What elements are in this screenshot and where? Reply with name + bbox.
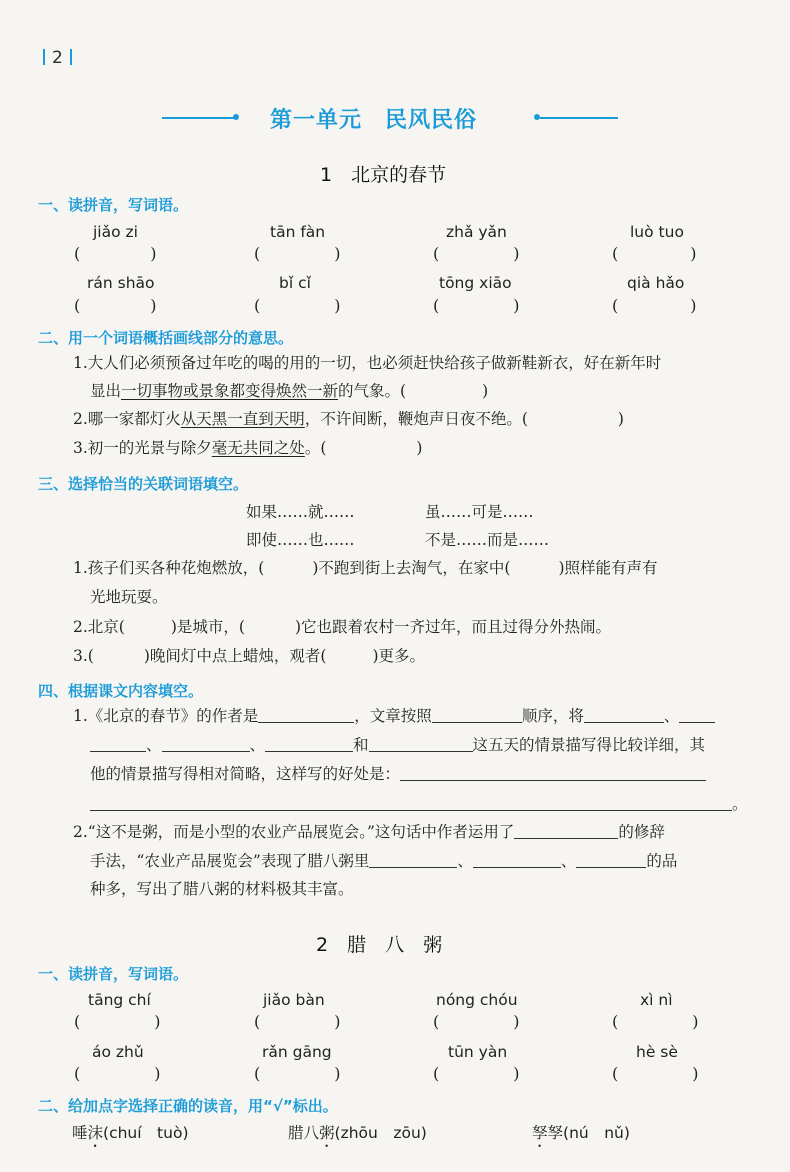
pinyin: áo zhǔ bbox=[92, 1043, 144, 1061]
pinyin: tān fàn bbox=[270, 223, 326, 241]
pinyin: jiǎo zi bbox=[93, 223, 138, 241]
fill-blank[interactable] bbox=[369, 737, 473, 752]
underlined-phrase: 一切事物或景象都变得焕然一新 bbox=[121, 382, 339, 400]
answer-box[interactable]: ( ) bbox=[254, 296, 341, 315]
answer-box[interactable]: ( ) bbox=[254, 1064, 341, 1083]
pinyin: xì nì bbox=[640, 991, 673, 1009]
question-text: 他的情景描写得相对简略，这样写的好处是： bbox=[90, 766, 706, 783]
option-word: 即使……也…… bbox=[246, 531, 355, 549]
page-number: 2 bbox=[36, 48, 79, 68]
question-text: 1.《北京的春节》的作者是 ，文章按照 顺序，将 、 bbox=[73, 708, 715, 725]
option-word: 虽……可是…… bbox=[425, 503, 534, 521]
lesson1-sec3-heading: 三、选择恰当的关联词语填空。 bbox=[38, 475, 249, 493]
option-word: 不是……而是…… bbox=[425, 531, 550, 549]
pinyin: zhǎ yǎn bbox=[446, 223, 507, 241]
pinyin: bǐ cǐ bbox=[279, 274, 311, 292]
fill-blank[interactable] bbox=[576, 853, 646, 868]
unit-title-dot-left bbox=[233, 114, 239, 120]
question-text: 光地玩耍。 bbox=[90, 588, 168, 606]
dotted-char: 粥 bbox=[319, 1124, 335, 1142]
unit-title-line-right bbox=[540, 117, 618, 119]
fill-blank[interactable] bbox=[679, 708, 715, 723]
fill-blank[interactable] bbox=[584, 708, 664, 723]
question-text: 、 、 和 这五天的情景描写得比较详细，其 bbox=[90, 737, 705, 754]
lesson2-sec2-heading: 二、给加点字选择正确的读音，用“√”标出。 bbox=[38, 1097, 338, 1115]
fill-blank[interactable] bbox=[432, 708, 522, 723]
pinyin: tōng xiāo bbox=[439, 274, 512, 292]
answer-box[interactable]: ( ) bbox=[74, 244, 157, 263]
underlined-phrase: 毫无共同之处 bbox=[211, 439, 305, 457]
fill-blank[interactable] bbox=[258, 708, 354, 723]
question-text: 2.“这不是粥，而是小型的农业产品展览会。”这句话中作者运用了 的修辞 bbox=[73, 823, 665, 841]
pinyin: tāng chí bbox=[88, 991, 151, 1009]
answer-box[interactable]: ( ) bbox=[433, 1064, 520, 1083]
pinyin: rǎn gāng bbox=[262, 1043, 332, 1061]
lesson2-title: 2 腊 八 粥 bbox=[316, 934, 443, 956]
fill-blank[interactable] bbox=[473, 853, 561, 868]
answer-box[interactable]: ( ) bbox=[74, 296, 157, 315]
question-text: 2.北京( )是城市，( )它也跟着农村一齐过年，而且过得分外热闹。 bbox=[73, 618, 612, 636]
underlined-phrase: 从天黑一直到天明 bbox=[180, 410, 305, 428]
pronunciation-options[interactable]: (chuí tuò) bbox=[103, 1124, 189, 1142]
question-text: 种多，写出了腊八粥的材料极其丰富。 bbox=[90, 880, 354, 898]
question-text: 。 bbox=[90, 796, 748, 813]
pronunciation-item: 唾沫(chuí tuò) bbox=[72, 1124, 189, 1142]
pinyin: hè sè bbox=[636, 1043, 678, 1061]
answer-box[interactable]: ( ) bbox=[74, 1012, 161, 1031]
answer-box[interactable]: ( ) bbox=[433, 244, 520, 263]
fill-blank[interactable] bbox=[369, 853, 457, 868]
fill-blank[interactable] bbox=[400, 766, 706, 781]
question-text: 显出一切事物或景象都变得焕然一新的气象。( ) bbox=[90, 382, 489, 400]
answer-box[interactable]: ( ) bbox=[433, 296, 520, 315]
question-text: 2.哪一家都灯火从天黑一直到天明，不许间断，鞭炮声日夜不绝。( ) bbox=[73, 410, 624, 428]
question-text: 1.大人们必须预备过年吃的喝的用的一切，也必须赶快给孩子做新鞋新衣，好在新年时 bbox=[73, 354, 662, 372]
lesson2-sec1-heading: 一、读拼音，写词语。 bbox=[38, 965, 189, 983]
answer-box[interactable]: ( ) bbox=[74, 1064, 161, 1083]
pinyin: nóng chóu bbox=[436, 991, 518, 1009]
pronunciation-item: 腊八粥(zhōu zōu) bbox=[288, 1124, 427, 1142]
pinyin: rán shāo bbox=[87, 274, 155, 292]
option-word: 如果……就…… bbox=[246, 503, 355, 521]
fill-blank[interactable] bbox=[90, 737, 146, 752]
lesson1-sec2-heading: 二、用一个词语概括画线部分的意思。 bbox=[38, 329, 294, 347]
pinyin: qià hǎo bbox=[627, 274, 685, 292]
fill-blank[interactable] bbox=[514, 824, 618, 839]
answer-box[interactable]: ( ) bbox=[612, 296, 697, 315]
dotted-char: 孥 bbox=[532, 1124, 548, 1142]
pronunciation-options[interactable]: (nú nǔ) bbox=[563, 1124, 630, 1142]
fill-blank[interactable] bbox=[90, 796, 732, 811]
pinyin: tūn yàn bbox=[448, 1043, 508, 1061]
lesson1-title: 1 北京的春节 bbox=[320, 164, 447, 186]
answer-box[interactable]: ( ) bbox=[612, 1064, 699, 1083]
answer-box[interactable]: ( ) bbox=[254, 1012, 341, 1031]
answer-box[interactable]: ( ) bbox=[612, 1012, 699, 1031]
fill-blank[interactable] bbox=[162, 737, 250, 752]
pinyin: jiǎo bàn bbox=[263, 991, 325, 1009]
pronunciation-options[interactable]: (zhōu zōu) bbox=[334, 1124, 427, 1142]
question-text: 手法，“农业产品展览会”表现了腊八粥里 、 、 的品 bbox=[90, 852, 678, 870]
unit-title-line-left bbox=[162, 117, 236, 119]
pronunciation-item: 孥孥(nú nǔ) bbox=[532, 1124, 630, 1142]
answer-box[interactable]: ( ) bbox=[612, 244, 697, 263]
dotted-char: 沫 bbox=[87, 1124, 104, 1142]
lesson1-sec1-heading: 一、读拼音，写词语。 bbox=[38, 196, 189, 214]
fill-blank[interactable] bbox=[265, 737, 353, 752]
answer-box[interactable]: ( ) bbox=[254, 244, 341, 263]
pinyin: luò tuo bbox=[630, 223, 684, 241]
question-text: 3.初一的光景与除夕毫无共同之处。( ) bbox=[73, 439, 423, 457]
question-text: 3.( )晚间灯中点上蜡烛，观者( )更多。 bbox=[73, 647, 426, 665]
question-text: 1.孩子们买各种花炮燃放，( )不跑到街上去淘气，在家中( )照样能有声有 bbox=[73, 559, 658, 577]
unit-title: 第一单元 民风民俗 bbox=[270, 108, 478, 133]
lesson1-sec4-heading: 四、根据课文内容填空。 bbox=[38, 682, 204, 700]
answer-box[interactable]: ( ) bbox=[433, 1012, 520, 1031]
